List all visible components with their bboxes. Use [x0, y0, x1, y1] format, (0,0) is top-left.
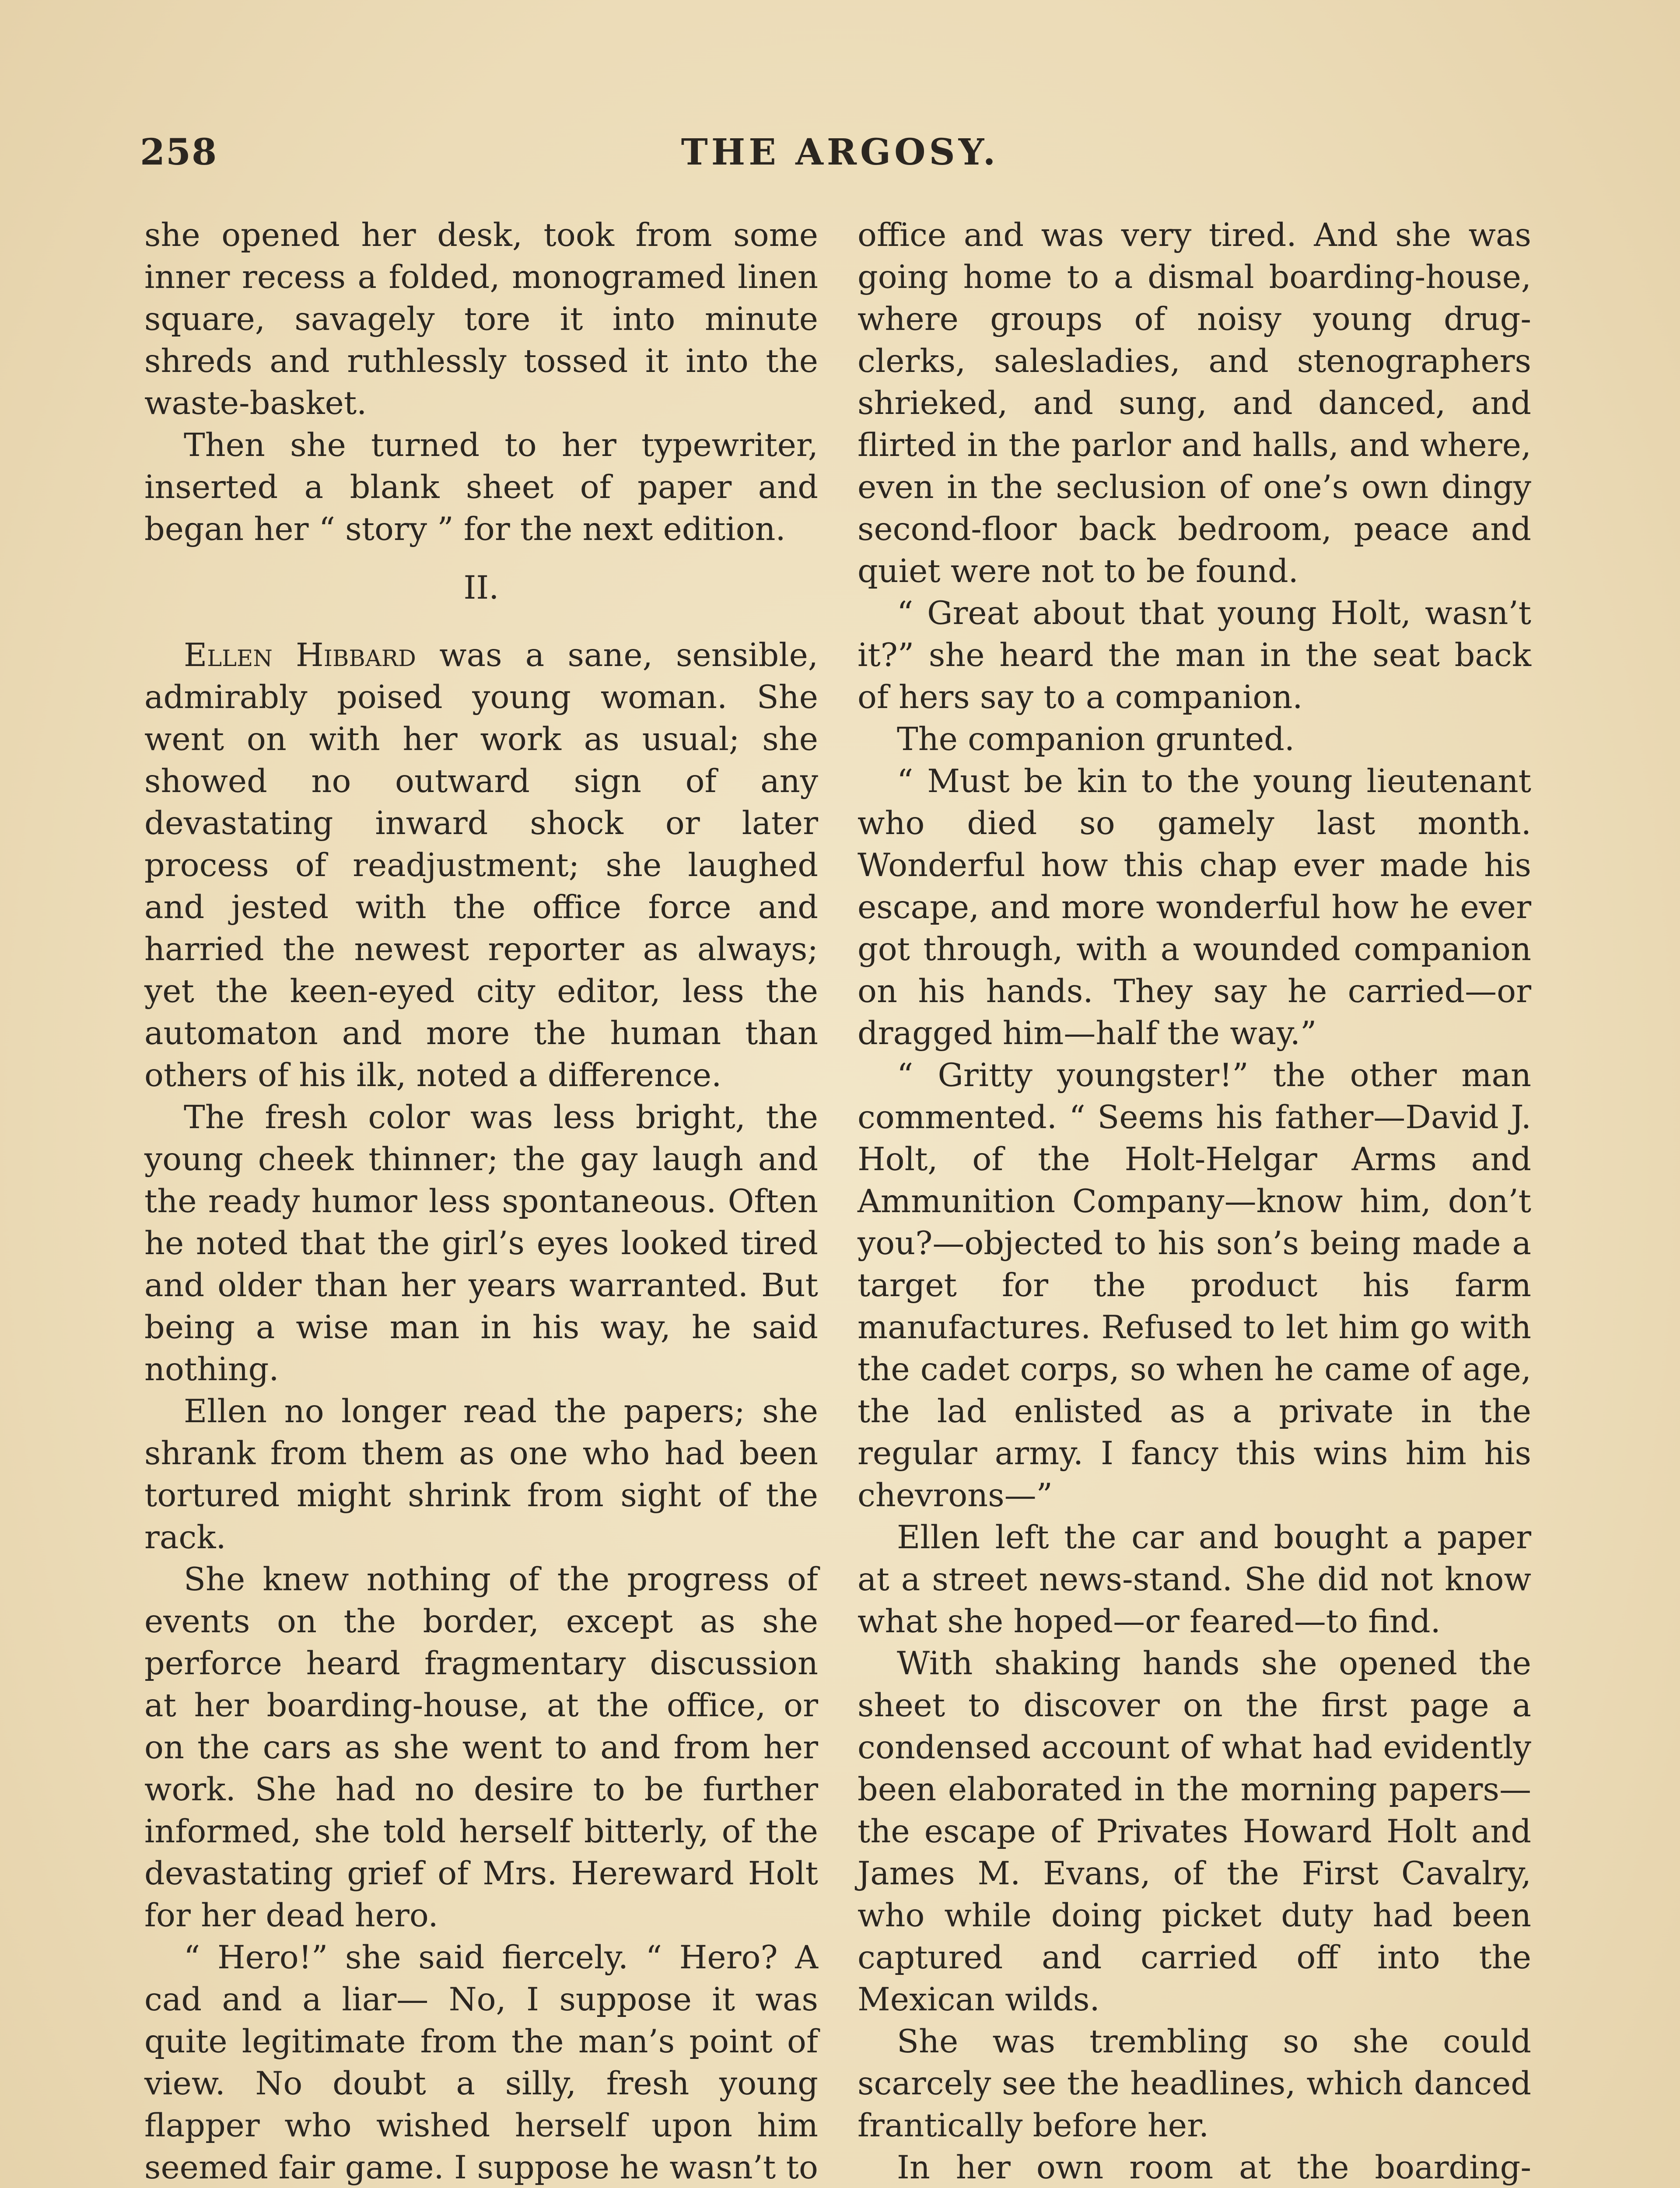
paragraph: In her own room at the boarding-: [897, 2149, 1531, 2186]
paragraph: She knew nothing of the progress of events on the border, except as she perforce heard fragmentary discussion at her boarding-house, at the office, or on the cars as she went to and from her work. She had no desire to be further informed, she told herself bitterly, of the devastating grief of Mrs. Hereward Holt for her dead hero.: [144, 1561, 818, 1934]
text-columns: [144, 214, 1540, 2188]
paragraph: She was trembling so she could scarcely see the headlines, which danced frantically before her.: [858, 2023, 1531, 2144]
paragraph: The companion grunted.: [897, 721, 1295, 758]
paragraph: “ Hero!” she said fiercely. “ Hero? A cad and a liar— No, I suppose it was quite legitimate from the man’s point of view. No doubt a silly, fresh young flapper who wished herself upon him seemed fair game. I suppose he wasn’t to: [144, 1939, 818, 2186]
paragraph: Then she turned to her typewriter, inserted a blank sheet of paper and began her “ story ” for the next edition.: [144, 427, 818, 548]
page-number: 258: [140, 131, 218, 173]
paragraph: The fresh color was less bright, the young cheek thinner; the gay laugh and the ready humor less spontaneous. Often he noted that the girl’s eyes looked tired and older than her years warranted. But being a wise man in his way, he said nothing.: [144, 1099, 818, 1388]
character-name: Ellen Hibbard: [184, 637, 416, 674]
paragraph: Ellen no longer read the papers; she shrank from them as one who had been tortured might shrink from sight of the rack.: [144, 1393, 818, 1556]
paragraph: “ Must be kin to the young lieutenant who died so gamely last month. Wonderful how this chap ever made his escape, and more wonderful how he ever got through, with a wounded companion on his hands. They say he carried—or dragged him—half the way.”: [858, 763, 1531, 1052]
paragraph-text: was a sane, sensible, admirably poised young woman. She went on with her work as usual; she showed no outward sign of any devastating inward shock or later process of readjustment; she laughed and jested with the office force and harried the newest reporter as always; yet the keen-eyed city editor, less the automaton and more the human than others of his ilk, noted a difference.: [144, 637, 818, 1094]
section-heading: II.: [463, 569, 499, 607]
right-column: [858, 214, 1531, 2188]
left-column: [144, 214, 818, 2188]
paragraph: Ellen left the car and bought a paper at a street news-stand. She did not know what she hoped—or feared—to find.: [858, 1519, 1531, 1640]
running-title: THE ARGOSY.: [681, 131, 999, 173]
paragraph: [144, 635, 818, 1097]
paragraph: With shaking hands she opened the sheet to discover on the first page a condensed account of what had evidently been elaborated in the morning papers—the escape of Privates Howard Holt and James M. Evans, of the First Cavalry, who while doing picket duty had been captured and carried off into the Mexican wilds.: [858, 1645, 1531, 2018]
paragraph: she opened her desk, took from some inner recess a folded, monogramed linen square, savagely tore it into minute shreds and ruthlessly tossed it into the waste-basket.: [144, 217, 818, 422]
page-header: [140, 131, 1540, 184]
paragraph: “ Gritty youngster!” the other man commented. “ Seems his father—David J. Holt, of the Holt-Helgar Arms and Ammunition Company—know him, don’t you?—objected to his son’s being made a target for the product his farm manufactures. Refused to let him go with the cadet corps, so when he came of age, the lad enlisted as a private in the regular army. I fancy this wins him his chevrons—”: [858, 1057, 1531, 1514]
paragraph: office and was very tired. And she was going home to a dismal boarding-house, where groups of noisy young drug-clerks, salesladies, and stenographers shrieked, and sung, and danced, and flirted in the parlor and halls, and where, even in the seclusion of one’s own dingy second-floor back bedroom, peace and quiet were not to be found.: [858, 217, 1531, 590]
paragraph: “ Great about that young Holt, wasn’t it?” she heard the man in the seat back of hers say to a companion.: [858, 595, 1531, 716]
